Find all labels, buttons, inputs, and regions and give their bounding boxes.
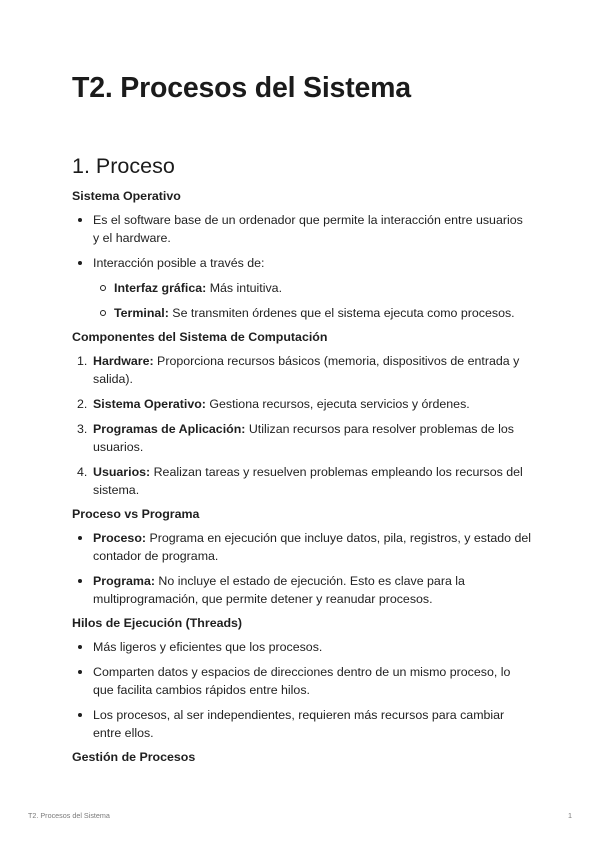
description: Programa en ejecución que incluye datos, pila, registros, y estado del contador de programa. xyxy=(93,531,532,563)
list-item xyxy=(72,420,532,456)
list-item xyxy=(72,529,532,565)
description: Utilizan recursos para resolver problemas de los usuarios. xyxy=(93,422,514,454)
subheading-sistema-operativo: Sistema Operativo xyxy=(72,189,181,203)
term: Proceso: xyxy=(93,531,147,545)
list-item xyxy=(72,638,532,656)
page-number: 1 xyxy=(568,811,572,820)
list-item xyxy=(72,352,532,388)
list-number: 2. xyxy=(77,397,88,411)
subheading-gestion: Gestión de Procesos xyxy=(72,750,196,764)
list-item-text: Es el software base de un ordenador que permite la interacción entre usuarios y el hardware. xyxy=(93,213,523,245)
term: Interfaz gráfica: xyxy=(114,281,207,295)
subheading-proceso-vs-programa: Proceso vs Programa xyxy=(72,507,200,521)
sub-list-item xyxy=(72,304,532,322)
section-content xyxy=(72,187,532,772)
list-item xyxy=(72,663,532,699)
section-heading-proceso: 1. Proceso xyxy=(72,154,175,178)
list-item xyxy=(72,211,532,247)
term: Programas de Aplicación: xyxy=(93,422,246,436)
term: Programa: xyxy=(93,574,155,588)
footer-title: T2. Procesos del Sistema xyxy=(28,811,110,820)
hilos-list xyxy=(72,638,532,742)
list-item-text: Los procesos, al ser independientes, requieren más recursos para cambiar entre ellos. xyxy=(93,708,505,740)
description: Realizan tareas y resuelven problemas empleando los recursos del sistema. xyxy=(93,465,523,497)
description: Se transmiten órdenes que el sistema ejecuta como procesos. xyxy=(168,306,515,320)
list-number: 3. xyxy=(77,422,88,436)
sub-list-item xyxy=(72,279,532,297)
description: Más intuitiva. xyxy=(206,281,283,295)
description: Gestiona recursos, ejecuta servicios y órdenes. xyxy=(205,397,470,411)
list-item xyxy=(72,463,532,499)
list-number: 1. xyxy=(77,354,88,368)
page-title: T2. Procesos del Sistema xyxy=(72,72,411,104)
list-item xyxy=(72,572,532,608)
term: Usuarios: xyxy=(93,465,151,479)
list-item-text: Comparten datos y espacios de direcciones dentro de un mismo proceso, lo que facilita cambios rápidos entre hilos. xyxy=(93,665,511,697)
proceso-programa-list xyxy=(72,529,532,608)
list-item-text: Más ligeros y eficientes que los procesos. xyxy=(93,640,323,654)
list-item xyxy=(72,706,532,742)
term: Terminal: xyxy=(114,306,169,320)
list-number: 4. xyxy=(77,465,88,479)
term: Sistema Operativo: xyxy=(93,397,206,411)
list-item-text: Interacción posible a través de: xyxy=(93,256,265,270)
subheading-hilos: Hilos de Ejecución (Threads) xyxy=(72,616,243,630)
subheading-componentes: Componentes del Sistema de Computación xyxy=(72,330,328,344)
list-item xyxy=(72,395,532,413)
description: No incluye el estado de ejecución. Esto es clave para la multiprogramación, que permite detener y reanudar procesos. xyxy=(93,574,465,606)
description: Proporciona recursos básicos (memoria, dispositivos de entrada y salida). xyxy=(93,354,520,386)
so-list xyxy=(72,211,532,322)
componentes-list xyxy=(72,352,532,499)
term: Hardware: xyxy=(93,354,154,368)
list-item xyxy=(72,254,532,272)
